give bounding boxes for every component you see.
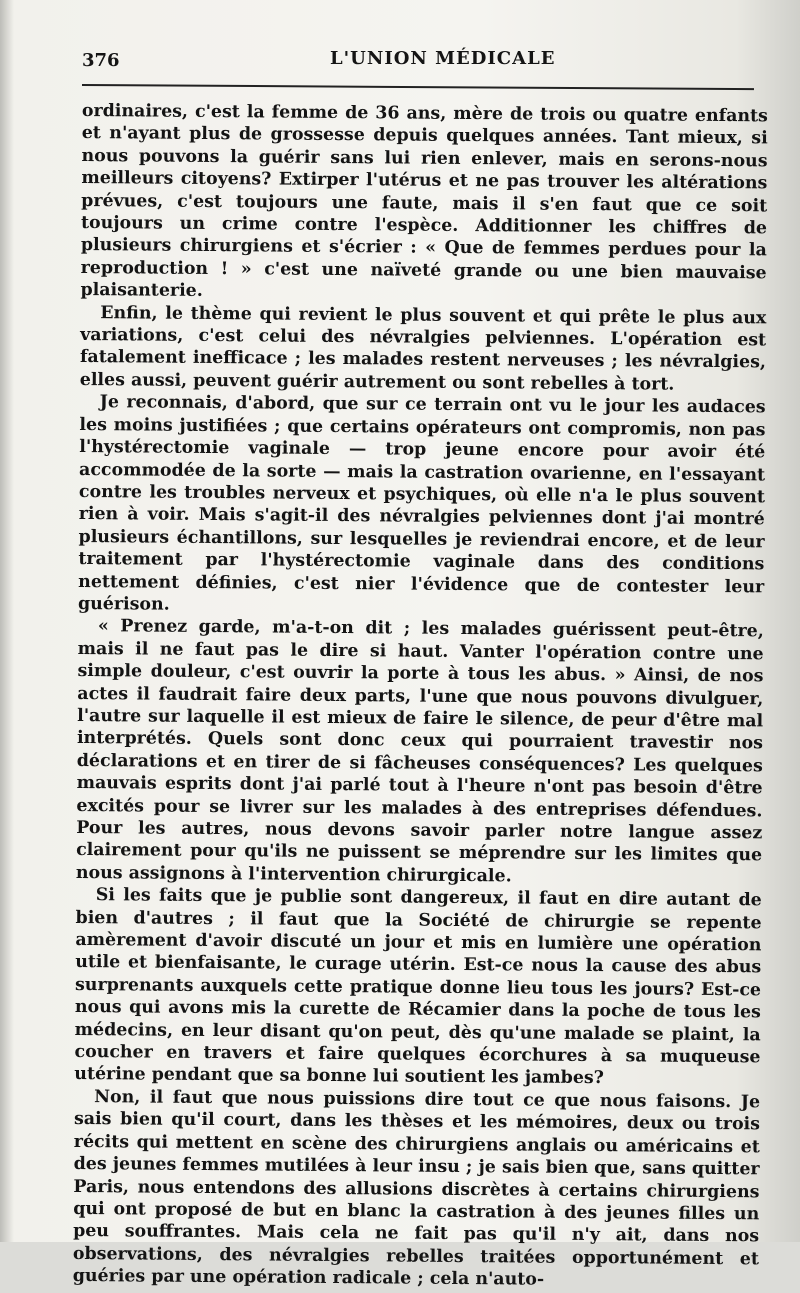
paragraph: Si les faits que je publie sont dangereux, il faut en dire autant de bien d'autres ; il faut que la Société de chirurgie se repente amèrement d'avoir discuté un jour et mis en lumière une opération utile et bienfaisante, le curage utérin. Est-ce nous la cause des abus surprenants auxquels cette pratique donne lieu tous les jours? Est-ce nous qui avons mis la curette de Récamier dans la poche de tous les médecins, en leur disant qu'on peut, dès qu'une malade se plaint, la coucher en travers et faire quelques écorchures à sa muqueuse utérine pendant que sa bonne lui soutient les jambes? [74, 885, 762, 1089]
page-header [82, 46, 762, 76]
body-text [73, 100, 768, 1293]
paragraph: Je reconnais, d'abord, que sur ce terrain ont vu le jour les audaces les moins justifiées ; que certains opérateurs ont compromis, non pas l'hystérectomie vaginale — trop jeune encore pour avoir été accommodée de la sorte — mais la castration ovarienne, en l'essayant contre les troubles nerveux et psychiques, où elle n'a le plus souvent rien à voir. Mais s'agit-il des névralgies pelviennes dont j'ai montré plusieurs échantillons, sur lesquelles je reviendrai encore, et de leur traitement par l'hystérectomie vaginale dans des conditions nettement définies, c'est nier l'évidence que de contester leur guérison. [77, 392, 766, 615]
paragraph: « Prenez garde, m'a-t-on dit ; les malades guérissent peut-être, mais il ne faut pas le dire si haut. Vanter l'opération contre une simple douleur, c'est ouvrir la porte à tous les abus. » Ainsi, de nos actes il faudrait faire deux parts, l'une que nous pouvons divulguer, l'autre sur laquelle il est mieux de faire le silence, de peur d'être mal interprétés. Quels sont donc ceux qui pourraient travestir nos déclarations et en tirer de si fâcheuses conséquences? Les quelques mauvais esprits dont j'ai parlé tout à l'heure n'ont pas besoin d'être excités pour se livrer sur les malades à des entreprises défendues. Pour les autres, nous devons savoir parler notre langue assez clairement pour qu'ils ne puissent se méprendre sur les limites que nous assignons à l'intervention chirurgicale. [75, 616, 764, 887]
page-number: 376 [82, 50, 120, 71]
page-edge-shadow [0, 0, 14, 1242]
header-rule [82, 84, 754, 90]
running-title: L'UNION MÉDICALE [330, 48, 556, 69]
paragraph: Enfin, le thème qui revient le plus souvent et qui prête le plus aux variations, c'est celui des névralgies pelviennes. L'opération est fatalement inefficace ; les malades restent nerveuses ; les névralgies, elles aussi, peuvent guérir autrement ou sont rebelles à tort. [79, 302, 767, 395]
paragraph: Non, il faut que nous puissions dire tout ce que nous faisons. Je sais bien qu'il court, dans les thèses et les mémoires, deux ou trois récits qui mettent en scène des chirurgiens anglais ou américains et des jeunes femmes mutilées à leur insu ; je sais bien que, sans quitter Paris, nous entendons des allusions discrètes à certains chirurgiens qui ont proposé de but en blanc la castration à des jeunes filles un peu souffrantes. Mais cela ne fait pas qu'il n'y ait, dans nos observations, des névralgies rebelles traitées opportunément et guéries par une opération radicale ; cela n'auto- [72, 1087, 761, 1290]
paragraph: ordinaires, c'est la femme de 36 ans, mère de trois ou quatre enfants et n'ayant plus de grossesse depuis quelques années. Tant mieux, si nous pouvons la guérir sans lui rien enlever, mais en serons-nous meilleurs citoyens? Extirper l'utérus et ne pas trouver les altérations prévues, c'est toujours une faute, mais il s'en faut que ce soit toujours un crime contre l'espèce. Additionner les chiffres de plusieurs chirurgiens et s'écrier : « Que de femmes perdues pour la reproduction ! » c'est une naïveté grande ou une bien mauvaise plaisanterie. [80, 100, 768, 302]
